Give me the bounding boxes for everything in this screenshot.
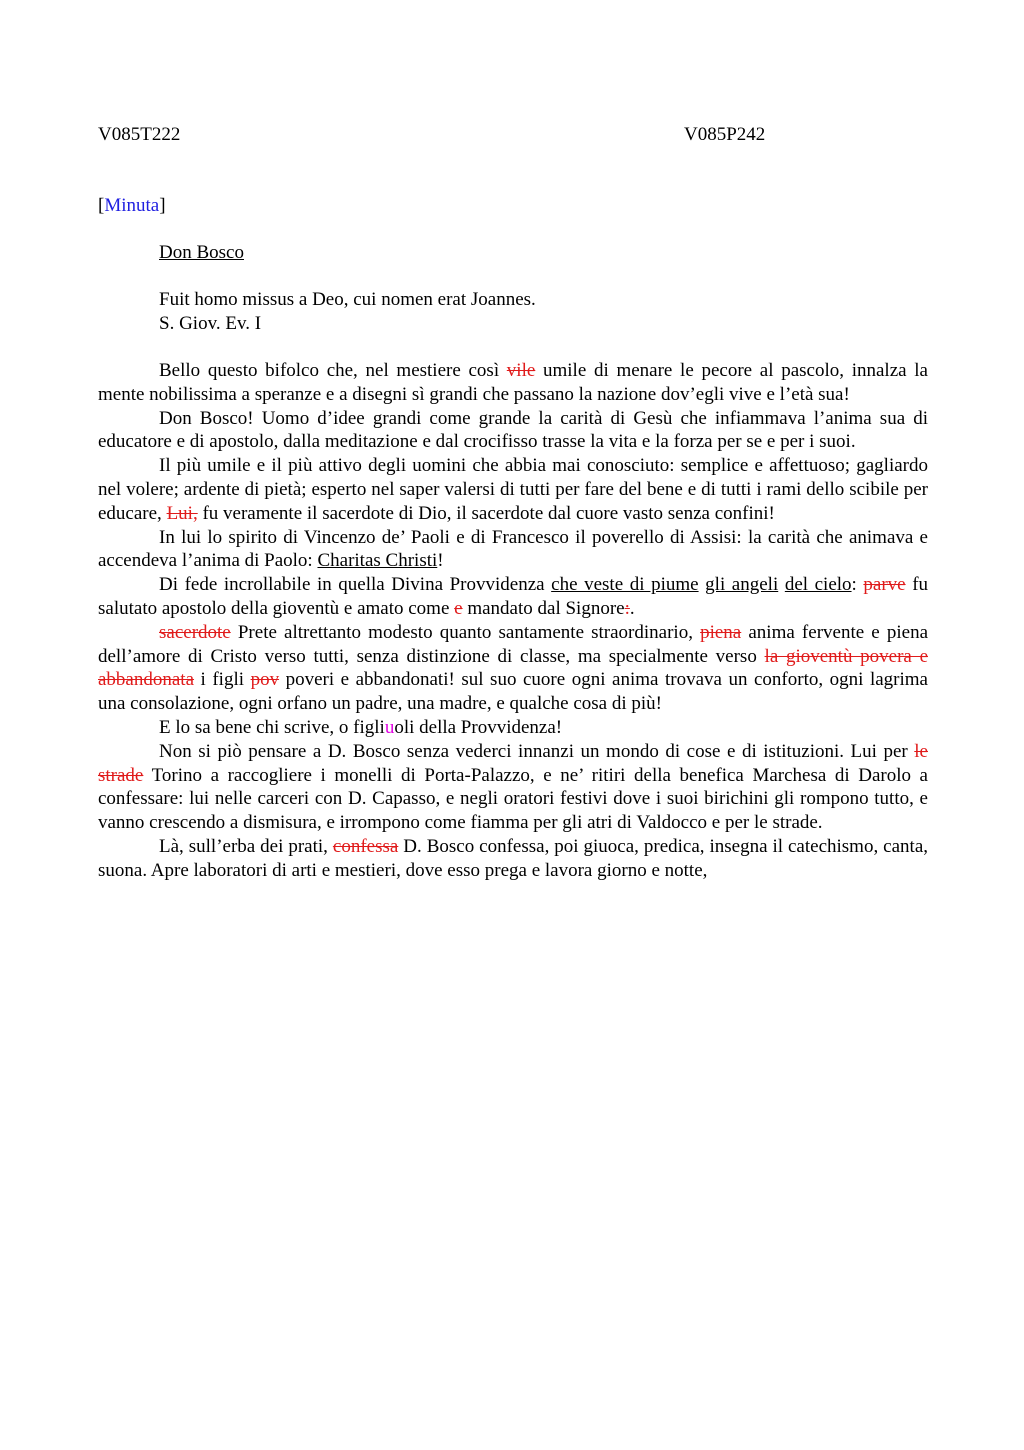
underlined-phrase: Charitas Christi <box>317 550 438 572</box>
deletion: la gioventù povera e abbandonata <box>98 645 928 691</box>
document-code-left: V085T222 <box>98 124 181 145</box>
deletion: vile <box>506 360 536 381</box>
document-code-right: V085P242 <box>684 124 766 145</box>
text-span: anima fervente e piena dell’amore di Cristo verso tutti, senza distinzione di classe, ma specialmente verso <box>98 621 929 667</box>
text-span: D. Bosco confessa, poi giuoca, predica, insegna il catechismo, canta, suona. Apre laboratori di arti e mestieri, dove esso prega e lavora giorno e notte, <box>98 835 929 881</box>
deletion: pov <box>250 669 280 691</box>
text-span: Là, sull’erba dei prati, <box>159 835 333 857</box>
paragraph-5 <box>98 573 928 621</box>
underlined-phrase: gli angeli <box>705 574 779 596</box>
deletion: sacerdote <box>159 621 231 643</box>
text-span: oli della Provvidenza! <box>394 716 563 738</box>
paragraph-1 <box>98 359 928 407</box>
paragraph-2 <box>98 407 928 455</box>
text-span: fu veramente il sacerdote di Dio, il sacerdote dal cuore vasto senza confini! <box>197 502 775 524</box>
insertion: u <box>384 716 395 738</box>
deletion: Lui, <box>166 502 198 524</box>
text-span: poveri e abbandonati! sul suo cuore ogni anima trovava un conforto, ogni lagrima una consolazione, ogni orfano un padre, una madre, e qualche cosa di più! <box>98 669 928 715</box>
deletion: confessa <box>332 835 399 857</box>
epigraph <box>159 288 536 336</box>
minuta-close-bracket: ] <box>159 195 166 216</box>
paragraph-8 <box>98 740 928 835</box>
text-span: ! <box>437 550 444 572</box>
paragraph-6 <box>98 621 928 716</box>
deletion: parve <box>863 574 906 596</box>
minuta-label <box>98 194 166 218</box>
paragraph-4 <box>98 526 928 574</box>
text-span: In lui lo spirito di Vincenzo de’ Paoli e di Francesco il poverello di Assisi: la carità che animava e accendeva l’anima di Paolo: <box>98 526 928 572</box>
text-span: i figli <box>194 669 251 691</box>
text-span: Don Bosco! Uomo d’idee grandi come grande la carità di Gesù che infiammava l’anima sua di educatore e di apostolo, dalla meditazione e dal crocifisso trasse la vita e la forza per se e per i suoi. <box>98 407 928 453</box>
text-span <box>778 574 785 595</box>
deletion: : <box>624 597 630 619</box>
underlined-phrase: del cielo <box>784 574 852 596</box>
text-span: Prete altrettanto modesto quanto santamente straordinario, <box>230 621 701 643</box>
text-span: Torino a raccogliere i monelli di Porta-Palazzo, e ne’ ritiri della benefica Marchesa di Darolo a confessare: lui nelle carceri con D. Capasso, e negli oratori festivi dove i suoi birichini gli rompono tutto, e vanno crescendo a dismisura, e irrompono come fiamma per gli atri di Valdocco e per le strade. <box>98 764 928 834</box>
body-text <box>98 359 928 883</box>
document-title: Don Bosco <box>159 242 244 263</box>
text-span: Il più umile e il più attivo degli uomini che abbia mai conosciuto: semplice e affettuoso; gagliardo nel volere; ardente di pietà; esperto nel saper valersi di tutti per fare del bene e di tutti i rami dello scibile per educare, <box>98 455 928 524</box>
underlined-phrase: che veste di piume <box>551 574 699 596</box>
text-span: . <box>629 597 635 619</box>
text-span: Bello questo bifolco che, nel mestiere così <box>159 360 507 381</box>
deletion: piena <box>700 621 742 643</box>
text-span: umile di menare le pecore al pascolo, innalza la mente nobilissima a speranze e a disegni sì grandi che passano la nazione dov’egli vive e l’età sua! <box>98 360 928 405</box>
epigraph-quote: Fuit homo missus a Deo, cui nomen erat Joannes. <box>159 289 536 310</box>
paragraph-9 <box>98 835 928 883</box>
epigraph-source: S. Giov. Ev. I <box>159 313 262 334</box>
text-span: Non si piò pensare a D. Bosco senza vederci innanzi un mondo di cose e di istituzioni. Lui per <box>159 740 915 762</box>
text-span: E lo sa bene chi scrive, o figli <box>159 716 385 738</box>
paragraph-7 <box>98 716 928 740</box>
minuta-text: Minuta <box>104 195 160 216</box>
minuta-open-bracket: [ <box>98 195 105 216</box>
paragraph-3 <box>98 454 928 525</box>
text-span: : <box>851 574 864 596</box>
deletion: le strade <box>98 740 928 786</box>
text-span: mandato dal Signore <box>462 597 625 619</box>
text-span: Di fede incrollabile in quella Divina Provvidenza <box>159 574 552 596</box>
text-span: fu salutato apostolo della gioventù e amato come <box>98 574 929 619</box>
deletion: e <box>454 597 463 619</box>
